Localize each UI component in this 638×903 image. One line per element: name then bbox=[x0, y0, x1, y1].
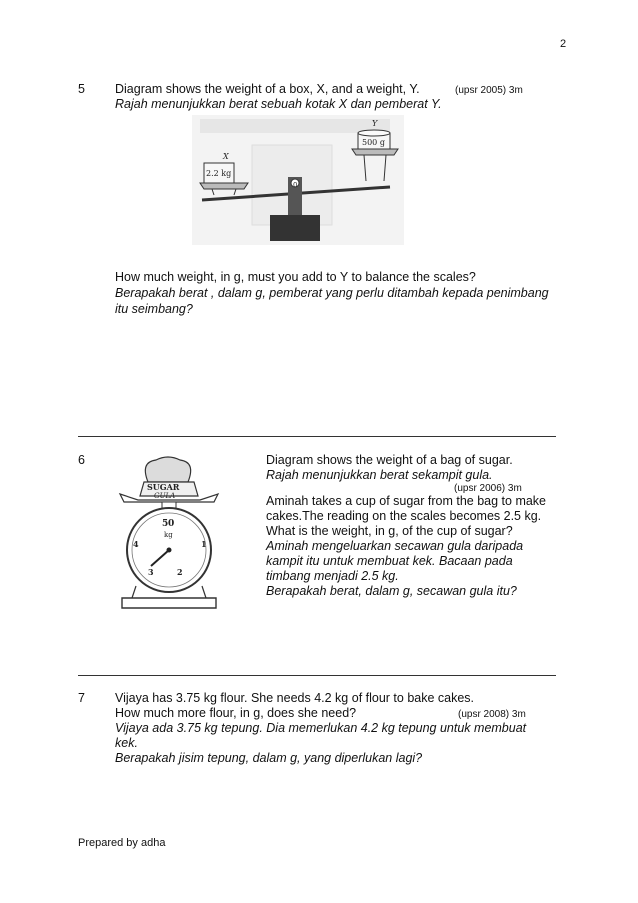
y-weight-label: 500 g bbox=[362, 138, 385, 147]
q7-source: (upsr 2008) 3m bbox=[458, 709, 526, 720]
page-number: 2 bbox=[560, 38, 567, 50]
q6-ms3: timbang menjadi 2.5 kg. bbox=[266, 569, 399, 583]
q6-ms2: kampit itu untuk membuat kek. Bacaan pada bbox=[266, 554, 513, 568]
dial-label-1: 1 bbox=[201, 539, 207, 549]
box-weight-label: 2.2 kg bbox=[206, 169, 232, 178]
sugar-scale-diagram bbox=[118, 450, 220, 612]
label-x: X bbox=[223, 152, 229, 161]
q6-ms1: Aminah mengeluarkan secawan gula daripada bbox=[266, 539, 524, 553]
dial-label-2: 2 bbox=[177, 567, 183, 577]
q6-line1-ms: Rajah menunjukkan berat sekampit gula. bbox=[266, 468, 493, 482]
right-pan bbox=[352, 149, 398, 155]
q7-ms1: Vijaya ada 3.75 kg tepung. Dia memerlukan 4.2 kg tepung untuk membuat bbox=[115, 721, 527, 735]
q6-line1: Diagram shows the weight of a bag of sugar. bbox=[266, 453, 513, 467]
balance-scale-diagram bbox=[192, 115, 404, 245]
scale-base bbox=[122, 598, 216, 608]
bag-label-sugar: SUGAR bbox=[147, 482, 180, 492]
pivot-label: 0 bbox=[293, 181, 298, 189]
dial-label-0: 0 bbox=[168, 519, 175, 529]
label-y: Y bbox=[372, 119, 378, 128]
q5-question-en: How much weight, in g, must you add to Y to balance the scales? bbox=[115, 270, 476, 284]
q6-source: (upsr 2006) 3m bbox=[454, 483, 522, 494]
q6-line3: cakes.The reading on the scales becomes 2.5 kg. bbox=[266, 509, 542, 523]
dial-label-3: 3 bbox=[148, 567, 154, 577]
q6-line4: What is the weight, in g, of the cup of sugar? bbox=[266, 524, 513, 538]
q6-ms4: Berapakah berat, dalam g, secawan gula itu? bbox=[266, 584, 517, 598]
q7-ms2: kek. bbox=[115, 736, 138, 750]
q5-number: 5 bbox=[78, 82, 85, 96]
divider-1 bbox=[78, 436, 556, 437]
divider-2 bbox=[78, 675, 556, 676]
dial-label-4: 4 bbox=[133, 539, 139, 549]
q5-line1: Diagram shows the weight of a box, X, and a weight, Y. bbox=[115, 82, 420, 96]
scale-base bbox=[270, 215, 320, 241]
bag-label-gula: GULA bbox=[154, 492, 176, 500]
q5-line1-ms: Rajah menunjukkan berat sebuah kotak X dan pemberat Y. bbox=[115, 97, 442, 111]
dial-label-5: 5 bbox=[162, 519, 169, 529]
q5-source: (upsr 2005) 3m bbox=[455, 85, 523, 96]
footer: Prepared by adha bbox=[78, 837, 166, 849]
q6-number: 6 bbox=[78, 453, 85, 467]
q7-ms3: Berapakah jisim tepung, dalam g, yang diperlukan lagi? bbox=[115, 751, 423, 765]
q5-question-ms-1: Berapakah berat , dalam g, pemberat yang perlu ditambah kepada penimbang bbox=[115, 286, 549, 300]
q6-line2: Aminah takes a cup of sugar from the bag to make bbox=[266, 494, 547, 508]
q7-line1: Vijaya has 3.75 kg flour. She needs 4.2 kg of flour to bake cakes. bbox=[115, 691, 475, 705]
dial-unit: kg bbox=[164, 531, 173, 539]
q7-line2: How much more flour, in g, does she need? bbox=[115, 706, 357, 720]
left-pan bbox=[200, 183, 248, 189]
q7-number: 7 bbox=[78, 691, 85, 705]
sugar-bag-top bbox=[145, 457, 190, 482]
q5-question-ms-2: itu seimbang? bbox=[115, 302, 193, 316]
